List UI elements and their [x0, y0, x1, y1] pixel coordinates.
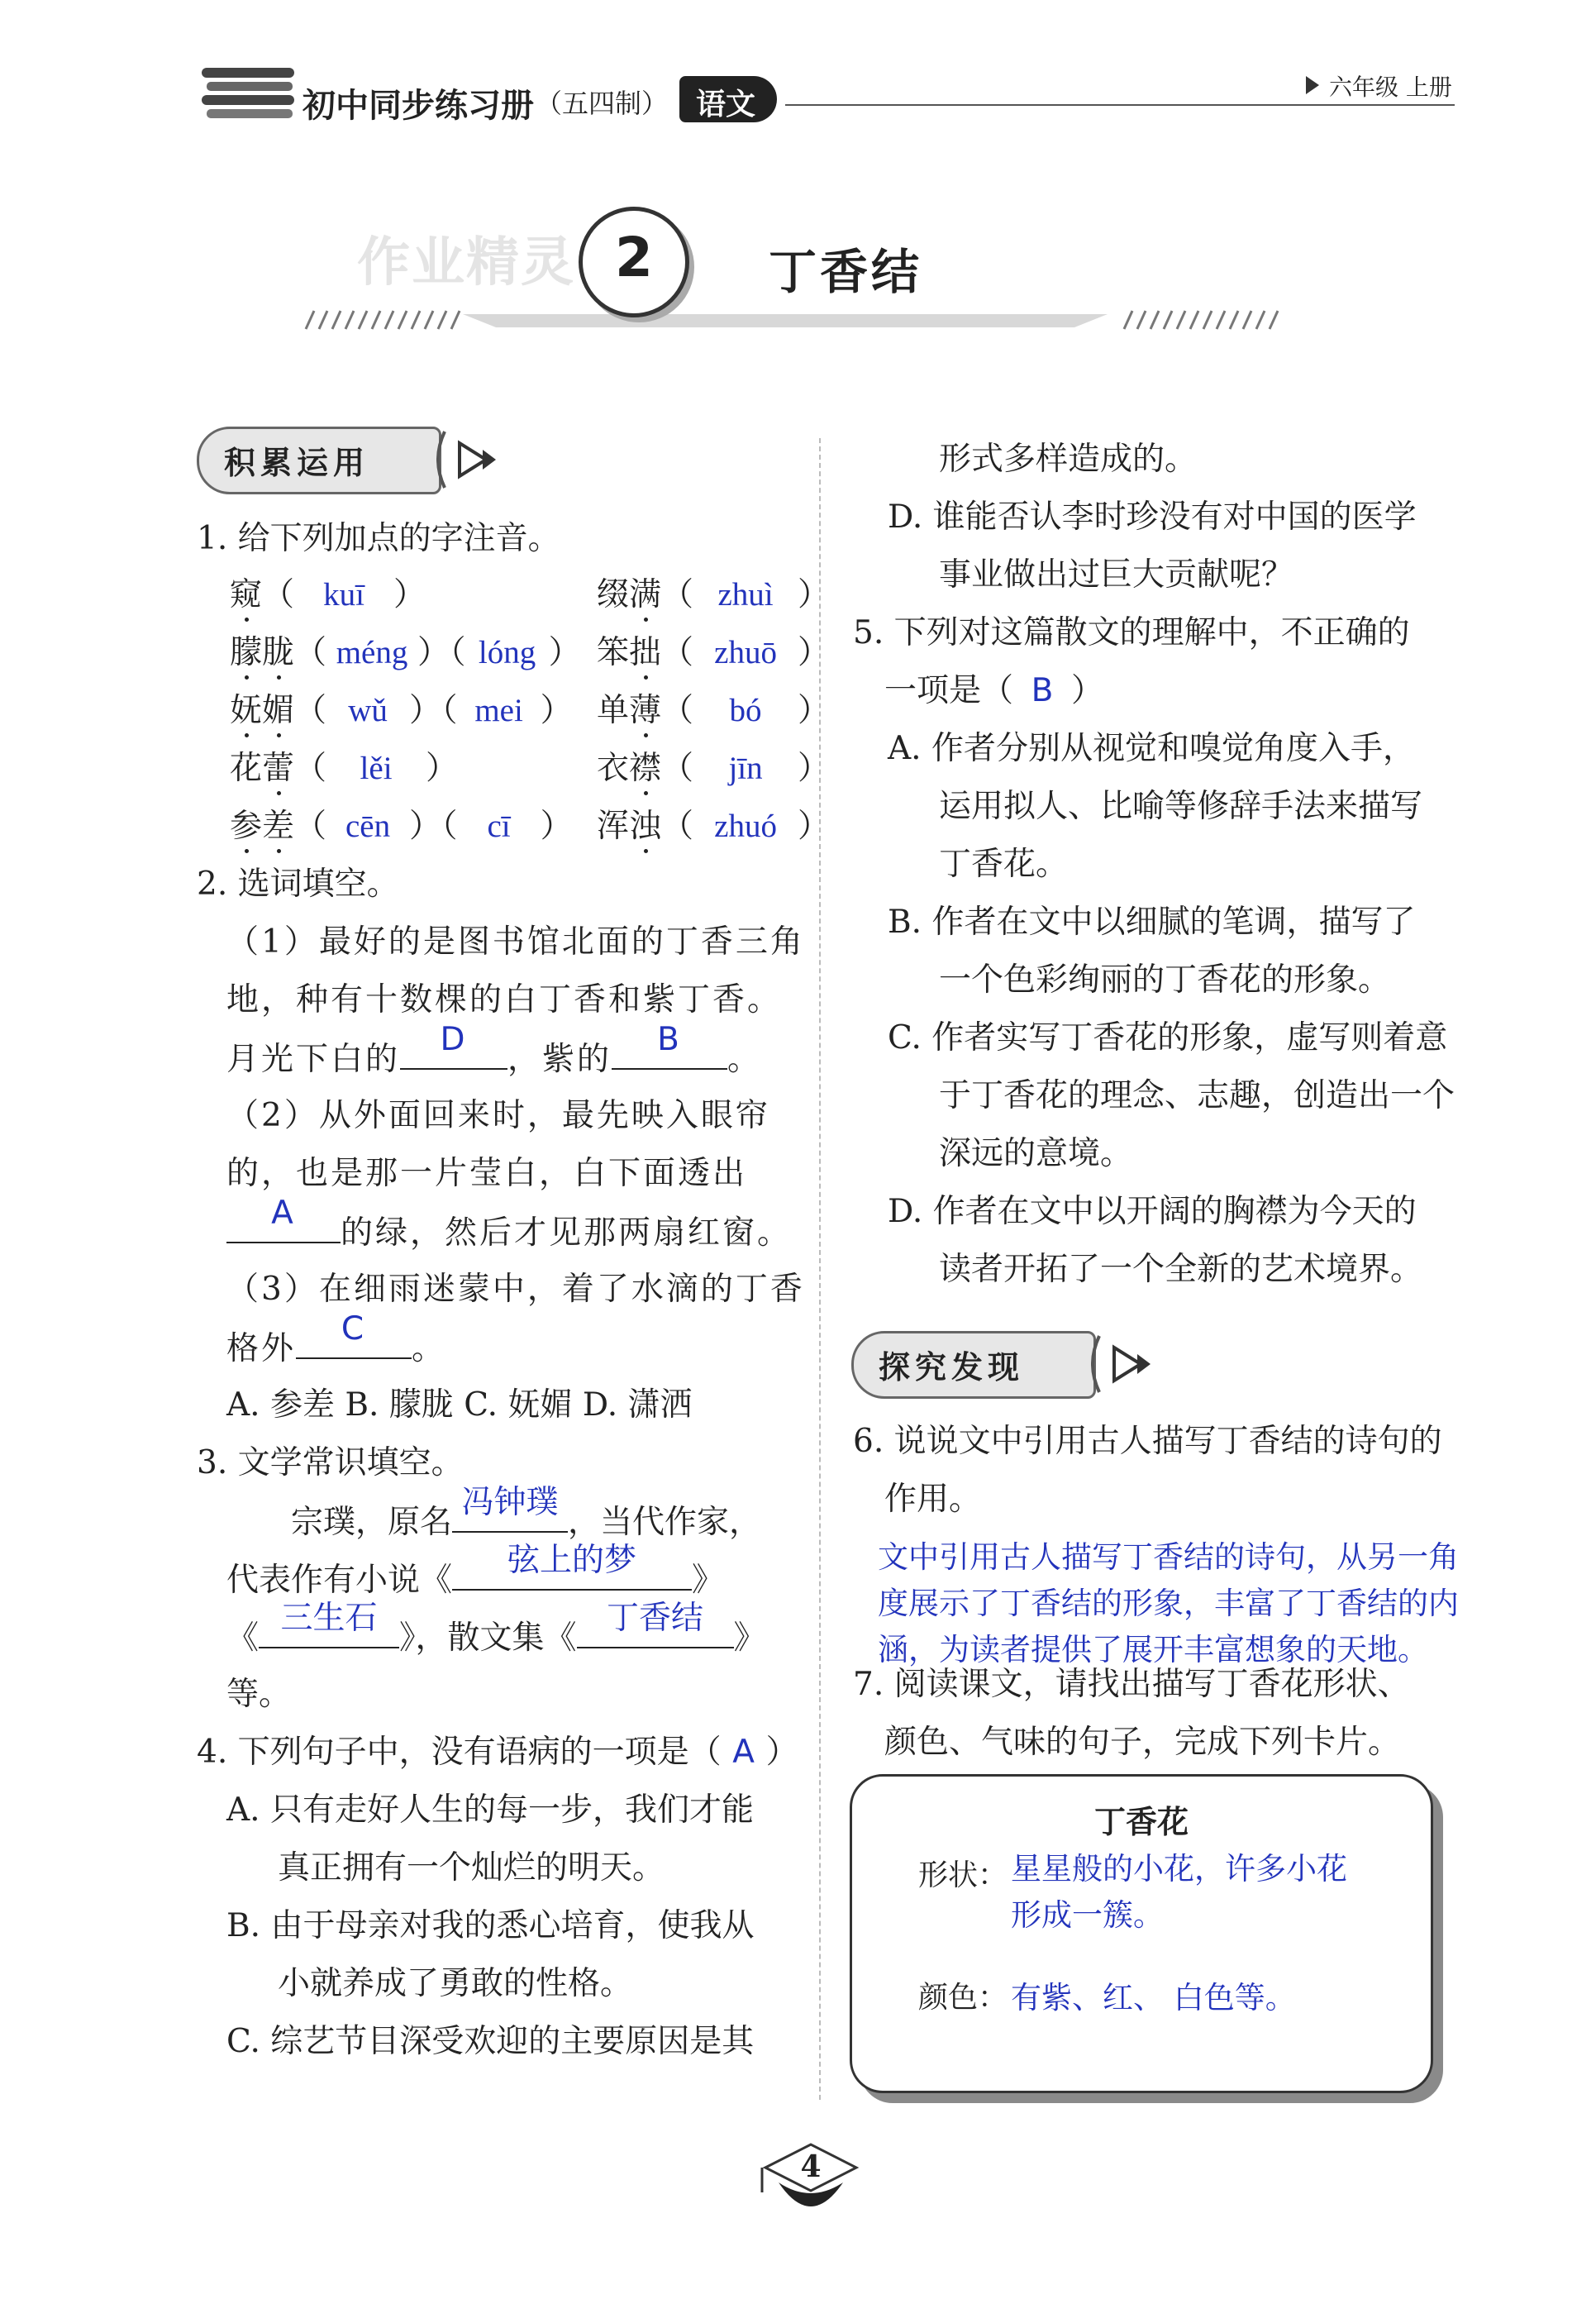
- card-color-label: 颜色：: [918, 1981, 1008, 2015]
- q3-text: 等。: [226, 1676, 292, 1713]
- q5-option-a: 运用拟人、比喻等修辞手法来描写: [939, 788, 1423, 825]
- q5-option-d: 读者开拓了一个全新的艺术境界。: [939, 1251, 1423, 1288]
- q1-row: 花蕾（ lěi ）: [230, 746, 458, 792]
- title-underline-decoration: [298, 304, 1322, 337]
- q1-answer: lóng: [478, 635, 536, 670]
- q1-answer: kuī: [323, 577, 364, 613]
- q1-row: 缀满（ zhuì ）: [597, 572, 830, 618]
- watermark: 作业精灵: [357, 232, 575, 293]
- q7-stem: 7. 阅读课文，请找出描写丁香花形状、: [853, 1666, 1410, 1703]
- q3-blank: 丁香结: [577, 1614, 734, 1648]
- section-explore: 探究发现: [851, 1331, 1096, 1399]
- subject-badge-label: 语文: [696, 87, 756, 122]
- q1-row: 笨拙（ zhuō ）: [597, 630, 830, 676]
- q6-answer: 度展示了丁香结的形象，丰富了丁香结的内: [878, 1586, 1459, 1621]
- section-accumulate: 积累运用: [197, 427, 441, 494]
- q1-row: 衣襟（ jīn ）: [597, 746, 830, 792]
- q3-text: 代表作有小说《 弦上的梦 》: [226, 1542, 725, 1599]
- q7-stem: 颜色、气味的句子，完成下列卡片。: [884, 1724, 1401, 1761]
- q1-answer: bó: [729, 693, 762, 728]
- q1-answer: wǔ: [348, 693, 388, 728]
- q1-answer: zhuō: [714, 635, 777, 670]
- q3-text: 宗璞，原名 冯钟璞 ，当代作家，: [291, 1484, 762, 1541]
- q1-right-char: 满: [629, 572, 661, 618]
- q2-text: 格外 C 。: [226, 1310, 447, 1367]
- q5-stem: 5. 下列对这篇散文的理解中，不正确的: [853, 614, 1410, 651]
- card-color-answer: 有紫、红、 白色等。: [1011, 1980, 1296, 2015]
- q2-blank: C: [296, 1324, 412, 1359]
- q4-option-c: C. 综艺节目深受欢迎的主要原因是其: [226, 2023, 755, 2060]
- q5-option-c: C. 作者实写丁香花的形象，虚写则着意: [888, 1019, 1448, 1057]
- grade-label: 六年级 上册: [1329, 74, 1452, 101]
- q4-option-a: 真正拥有一个灿烂的明天。: [278, 1849, 665, 1887]
- q5-option-c: 深远的意境。: [939, 1135, 1133, 1172]
- lesson-number: 2: [615, 226, 653, 289]
- subject-badge: [679, 76, 777, 122]
- q1-row: 朦胧（ méng ）（ lóng ）: [230, 630, 581, 676]
- q4-option-d: 事业做出过巨大贡献呢？: [939, 556, 1294, 594]
- q2-blank: B: [612, 1035, 727, 1070]
- q1-row: 单薄（ bó ）: [597, 688, 830, 734]
- q3-blank: 弦上的梦: [452, 1556, 692, 1591]
- q5-option-b: 一个色彩绚丽的丁香花的形象。: [939, 961, 1391, 999]
- q1-answer: cī: [487, 809, 511, 844]
- q1-answer: jīn: [728, 751, 763, 786]
- q1-left-word: 窥: [230, 572, 262, 618]
- q1-answer: zhuì: [717, 577, 774, 613]
- q1-row: 窥（ kuī ）: [230, 572, 426, 618]
- q2-stem: 2. 选词填空。: [197, 866, 399, 903]
- q1-answer: zhuó: [714, 809, 777, 844]
- q4-option-a: A. 只有走好人生的每一步，我们才能: [226, 1791, 754, 1829]
- q1-answer: cēn: [345, 809, 391, 844]
- q5-answer: B: [1031, 672, 1054, 709]
- q6-answer: 文中引用古人描写丁香结的诗句，从另一角: [878, 1539, 1459, 1575]
- q4-option-c: 形式多样造成的。: [939, 441, 1198, 478]
- q3-text: 《 三生石 》，散文集《 丁香结 》: [226, 1600, 766, 1657]
- card-title: 丁香花: [1093, 1804, 1189, 1840]
- flower-card: [850, 1774, 1433, 2093]
- q1-answer: mei: [474, 693, 523, 728]
- triangle-icon: [1306, 76, 1319, 94]
- q5-option-d: D. 作者在文中以开阔的胸襟为今天的: [888, 1193, 1417, 1230]
- lesson-number-circle: [579, 207, 689, 317]
- series-note: （五四制）: [536, 88, 669, 119]
- q1-answer: méng: [336, 635, 408, 670]
- q1-stem: 1. 给下列加点的字注音。: [197, 520, 560, 557]
- q3-blank: 三生石: [259, 1614, 399, 1648]
- q4-answer: A: [732, 1734, 755, 1771]
- q1-row: 妩媚（ wǔ ）（ mei ）: [230, 688, 573, 734]
- card-shape-label: 形状：: [918, 1858, 1008, 1892]
- q4-option-d: D. 谁能否认李时珍没有对中国的医学: [888, 498, 1417, 536]
- q4-option-b: 小就养成了勇敢的性格。: [278, 1965, 633, 2002]
- q1-row: 浑浊（ zhuó ）: [597, 804, 830, 850]
- q2-text: 地，种有十数棵的白丁香和紫丁香。: [226, 981, 783, 1018]
- card-shape-answer: 形成一簇。: [1011, 1897, 1164, 1933]
- play-arrow-icon: [436, 428, 503, 491]
- q2-options: A. 参差 B. 朦胧 C. 妩媚 D. 潇洒: [226, 1386, 693, 1424]
- q3-blank: 冯钟璞: [452, 1498, 568, 1533]
- q2-blank: A: [226, 1209, 341, 1243]
- q2-text: A 的绿，然后才见那两扇红窗。: [226, 1209, 792, 1257]
- q4-option-b: B. 由于母亲对我的悉心培育，使我从: [226, 1907, 755, 1944]
- q2-text: （3）在细雨迷蒙中，着了水滴的丁香: [226, 1271, 805, 1308]
- lesson-title: 丁香结: [769, 244, 923, 300]
- q5-option-a: A. 作者分别从视觉和嗅觉角度入手，: [888, 730, 1415, 767]
- q4-stem: 4. 下列句子中，没有语病的一项是（ A ）: [197, 1729, 798, 1776]
- book-stack-icon: [198, 64, 298, 122]
- page-number: 4: [800, 2149, 822, 2184]
- q1-row: 参差（ cēn ）（ cī ）: [230, 804, 573, 850]
- q1-answer: lěi: [360, 751, 393, 786]
- q6-answer: 涵，为读者提供了展开丰富想象的天地。: [878, 1632, 1428, 1667]
- q6-stem: 6. 说说文中引用古人描写丁香结的诗句的: [853, 1423, 1442, 1460]
- q2-text: （1）最好的是图书馆北面的丁香三角: [226, 923, 805, 961]
- card-shape-answer: 星星般的小花，许多小花: [1011, 1851, 1347, 1887]
- q5-option-a: 丁香花。: [939, 846, 1069, 883]
- series-title: 初中同步练习册: [303, 87, 534, 125]
- q2-text: 月光下白的 D ，紫的 B 。: [226, 1021, 763, 1078]
- header-rule: [785, 104, 1455, 106]
- q5-option-c: 于丁香花的理念、志趣，创造出一个: [939, 1077, 1455, 1114]
- q3-stem: 3. 文学常识填空。: [197, 1444, 464, 1481]
- q2-blank: D: [400, 1035, 507, 1070]
- q6-stem: 作用。: [884, 1481, 982, 1518]
- play-arrow-icon: [1091, 1333, 1157, 1395]
- q5-stem: 一项是（ B ）: [884, 668, 1103, 714]
- q2-text: （2）从外面回来时，最先映入眼帘: [226, 1097, 770, 1134]
- q2-text: 的，也是那一片莹白，白下面透出: [226, 1155, 748, 1192]
- q5-option-b: B. 作者在文中以细腻的笔调，描写了: [888, 904, 1416, 941]
